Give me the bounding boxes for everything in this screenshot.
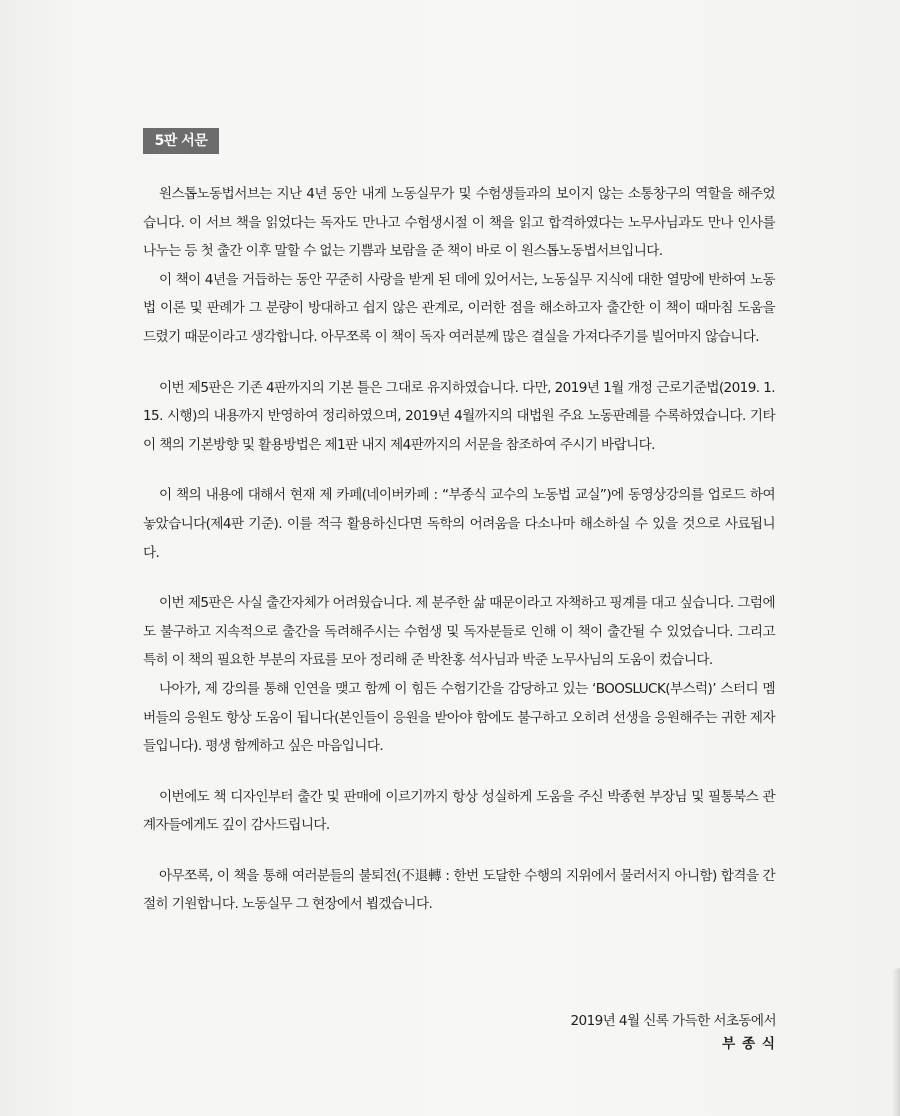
paragraph-8: 아무쪼록, 이 책을 통해 여러분들의 불퇴전(不退轉 : 한번 도달한 수행의 지위에서 물러서지 아니함) 합격을 간절히 기원합니다. 노동실무 그 현장에서 뵙겠습니다. — [143, 867, 775, 913]
signature-block — [570, 1010, 776, 1056]
page-edge-shadow — [892, 968, 900, 1116]
preface-body — [143, 180, 775, 919]
paragraph-2: 이 책이 4년을 거듭하는 동안 꾸준히 사랑을 받게 된 데에 있어서는, 노동실무 지식에 대한 열망에 반하여 노동법 이론 및 판례가 그 분량이 방대하고 쉽지 않은 관계로, 이러한 점을 해소하고자 출간한 이 책이 때마침 도움을 드렸기 때문이라고 생각합니다. 아무쪼록 이 책이 독자 여러분께 많은 결실을 가져다주기를 빌어마지 않습니다. — [143, 271, 775, 345]
section-badge: 5판 서문 — [143, 128, 219, 154]
paragraph-3: 이번 제5판은 기존 4판까지의 기본 틀은 그대로 유지하였습니다. 다만, 2019년 1월 개정 근로기준법(2019. 1. 15. 시행)의 내용까지 반영하여 정리하였으며, 2019년 4월까지의 대법원 주요 노동판례를 수록하였습니다. 기타 이 책의 기본방향 및 활용방법은 제1판 내지 제4판까지의 서문을 참조하여 주시기 바랍니다. — [143, 379, 775, 453]
paragraph-6: 나아가, 제 강의를 통해 인연을 맺고 함께 이 힘든 수험기간을 감당하고 있는 ‘BOOSLUCK(부스럭)’ 스터디 멤버들의 응원도 항상 도움이 됩니다(본인들이 응원을 받아야 함에도 불구하고 오히려 선생을 응원해주는 귀한 제자들입니다). 평생 함께하고 싶은 마음입니다. — [143, 680, 775, 755]
paragraph-5: 이번 제5판은 사실 출간자체가 어려웠습니다. 제 분주한 삶 때문이라고 자책하고 핑계를 대고 싶습니다. 그럼에도 불구하고 지속적으로 출간을 독려해주시는 수험생 및 독자분들로 인해 이 책이 출간될 수 있었습니다. 그리고 특히 이 책의 필요한 부분의 자료를 모아 정리해 준 박찬홍 석사님과 박준 노무사님의 도움이 컸습니다. — [143, 595, 775, 669]
paragraph-4: 이 책의 내용에 대해서 현재 제 카페(네이버카페 : “부종식 교수의 노동법 교실”)에 동영상강의를 업로드 하여 놓았습니다(제4판 기준). 이를 적극 활용하신다면 독학의 어려움을 다소나마 해소하실 수 있을 것으로 사료됩니다. — [143, 487, 775, 561]
signature-author: 부 종 식 — [722, 1036, 776, 1052]
signature-place-date: 2019년 4월 신록 가득한 서초동에서 — [570, 1013, 776, 1029]
paragraph-1: 원스톱노동법서브는 지난 4년 동안 내게 노동실무가 및 수험생들과의 보이지 않는 소통창구의 역할을 해주었습니다. 이 서브 책을 읽었다는 독자도 만나고 수험생시절 이 책을 읽고 합격하였다는 노무사님과도 만나 인사를 나누는 등 첫 출간 이후 말할 수 없는 기쁨과 보람을 준 책이 바로 이 원스톱노동법서브입니다. — [143, 186, 775, 260]
paragraph-7: 이번에도 책 디자인부터 출간 및 판매에 이르기까지 항상 성실하게 도움을 주신 박종현 부장님 및 필통북스 관계자들에게도 깊이 감사드립니다. — [143, 788, 775, 834]
